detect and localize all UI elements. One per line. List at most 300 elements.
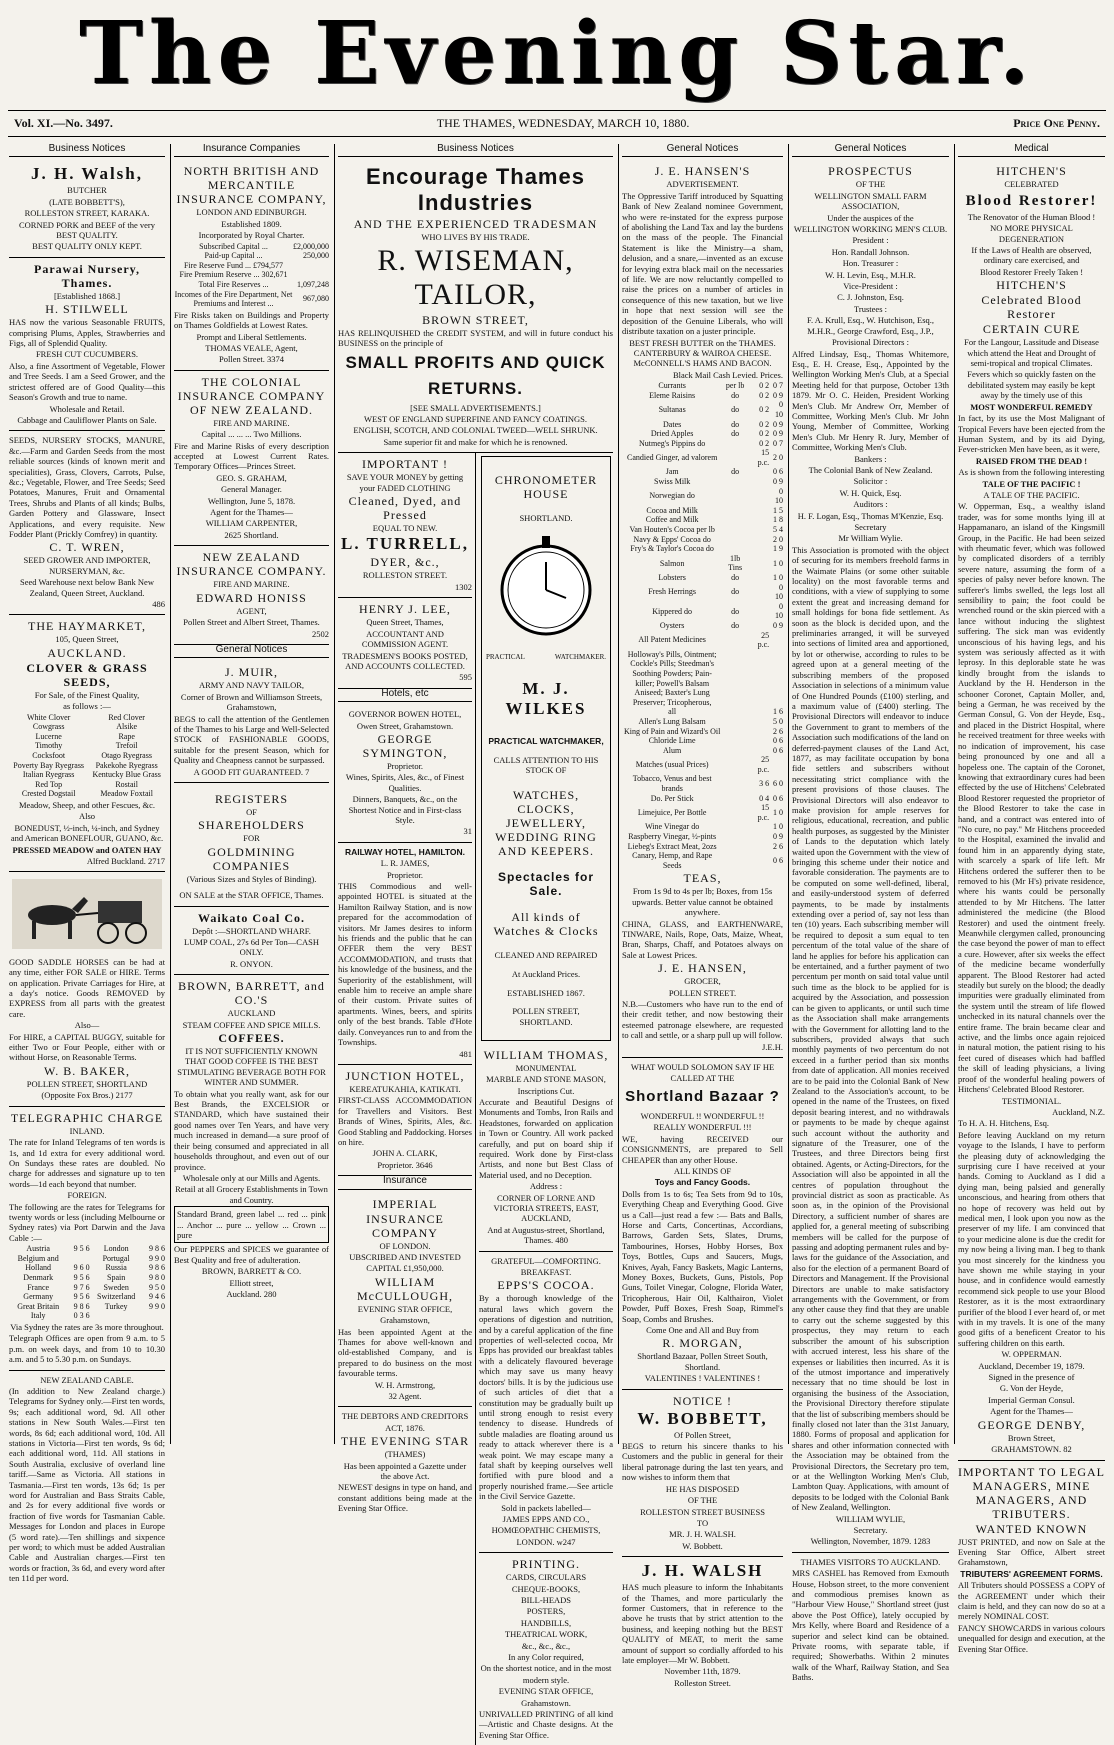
table-cell: 0 2 [759, 381, 770, 391]
ad-body: CHINA, GLASS, and EARTHENWARE, TINWARE, Nails, Rope, Oats, Maize, Wheat, Bran, Sharps, Chaff, and Potatoes always on Sale at Lowest Prices. [622, 918, 783, 960]
price: Price One Penny. [1013, 115, 1100, 130]
newspaper-title: The Evening Star. [78, 3, 1036, 104]
ad-tributers [958, 1461, 1105, 1659]
ad-text: AUCKLAND [227, 1008, 276, 1019]
table-cell: Sweden [103, 1282, 129, 1292]
ad-text: Fevers which so quickly fasten on the debilitated system may easily be kept away by the timely use of this [967, 369, 1096, 401]
sub-column-left [338, 453, 476, 1745]
table-row [9, 789, 165, 799]
ad-title: NOTICE ! [673, 1393, 732, 1408]
ad-title: WHAT WOULD SOLOMON SAY IF HE CALLED AT THE [630, 1062, 775, 1083]
ad-text: Auditors : [853, 499, 888, 510]
table-row [622, 822, 783, 832]
table-cell [748, 669, 769, 679]
table-cell: 9 8 0 [149, 1272, 165, 1282]
table-cell: 0 6 [773, 467, 783, 477]
table-cell: Dried Apples [650, 429, 694, 439]
ad-title: RAILWAY HOTEL, HAMILTON. [344, 846, 466, 857]
table-row [622, 755, 783, 774]
ad-nz-cable [9, 1371, 165, 1589]
table-cell [722, 525, 748, 535]
ad-body: Our PEPPERS and SPICES we guarantee of Best Quality and free of adulteration. [174, 1244, 329, 1265]
ad-number: 480 [555, 1235, 568, 1246]
table-cell [722, 506, 748, 516]
ad-text: H. F. Logan, Esq., Thomas M'Kenzie, Esq. [797, 510, 944, 521]
masthead [0, 0, 1114, 108]
ad-text: OF [246, 806, 257, 817]
ad-text: President : [852, 235, 889, 246]
ad-text: as follows :— [63, 701, 111, 712]
table-cell: Limejuice, Per Bottle [637, 808, 707, 818]
table-cell: Salmon [659, 558, 685, 568]
ad-heading: IMPORTANT ! [361, 457, 449, 472]
table-cell: Rape [118, 731, 135, 741]
ad-text: Black Mail Cash Levied. Prices. [672, 369, 783, 380]
table-cell: 0 10 [775, 486, 783, 506]
ad-text: AND THE EXPERIENCED TRADESMAN [353, 217, 598, 232]
ad-body: Fire Risks taken on Buildings and Property on Thames Goldfields at Lowest Rates. [174, 309, 329, 331]
table-row [174, 280, 329, 290]
table-cell: 0 7 [773, 438, 783, 448]
table-row [622, 535, 783, 545]
table-cell: Timothy [35, 741, 63, 751]
table-cell: 9 8 6 [149, 1244, 165, 1254]
table-cell: Eleme Raisins [649, 390, 696, 400]
ad-body: Before leaving Auckland on my return voyage to the Islands, I have to perform the pleasing duty of acknowledging the surprising cure I have received at your hands. Coming to Auckland as I did a dying man, being palsied and generally unconscious, and hearing from others that no hope of recovery was held out by medical men, I look upon you now as the preserver of my life. I am convinced that to your medicine alone is due the credit for my now being a living man. I beg to thank you most sincerely for the kindness you have shown me while staying in your house, and in confidence would earnestly recommend sick people to use your Blood Restorer, as it is the most extraordinary purifier of the blood I ever heard of, or met with in my travels. It is one of the many good gifts of a beneficent Creator to his suffering children on this earth. [958, 1129, 1105, 1348]
table-cell [748, 506, 769, 516]
table-cell: Belgium and [17, 1253, 59, 1263]
table-cell [90, 1311, 143, 1321]
table-row [622, 583, 783, 602]
column-1 [6, 143, 168, 1584]
ad-text: Wholesale and Retail. [49, 403, 125, 414]
ad-body: N.B.—Customers who have run to the end of their credit tether, and now bestowing their esteemed patronage elsewhere, are requested to call and settle, or a sharp pull up will follow. [622, 999, 783, 1041]
table-cell: 25 p.c. [757, 630, 770, 650]
table-cell: 9 8 6 [73, 1301, 90, 1311]
table-cell: Otago Ryegrass [101, 751, 152, 760]
table-cell: 0 9 [773, 477, 783, 487]
ad-text: BEST QUALITY ONLY KEPT. [32, 241, 142, 252]
ad-body: The following are the rates for Telegrams for twenty words or less (including Melbourne or Sydney rates) via Port Darwin and the Java Cable :— [9, 1201, 165, 1243]
table-cell: Fire Premium Reserve ... 302,671 [179, 270, 288, 280]
table-cell [722, 515, 748, 525]
ad-text: ESTABLISHED 1867. [507, 987, 585, 998]
table-cell: Italy [30, 1311, 46, 1321]
table-cell: Alsike [116, 722, 138, 732]
ad-number: 280 [263, 1288, 277, 1299]
table-cell: Rostail [115, 779, 138, 789]
table-cell: do [731, 573, 740, 582]
ad-number: 31 [463, 826, 472, 837]
table-cell: 0 6 [773, 745, 783, 755]
table-cell [748, 535, 769, 545]
ad-haymarket [9, 615, 165, 872]
price-list-table [622, 381, 783, 870]
table-cell: 2 6 [773, 841, 783, 851]
ad-text: For Sale, of the Finest Quality, [34, 689, 140, 700]
table-cell [748, 525, 769, 535]
ad-body: The rate for Inland Telegrams of ten words is 1s, and 1d extra for every additional word. On Sundays these rates are doubled. No charge for addresses and signature up to ten words—1d each beyond that number. [9, 1137, 165, 1189]
table-row [9, 1311, 165, 1321]
table-row [622, 707, 783, 717]
ad-text: Agent for the Thames— [990, 1406, 1073, 1417]
ad-number: 7 [305, 766, 310, 777]
table-row [622, 679, 783, 689]
table-row [622, 659, 783, 669]
ad-printing [479, 1553, 613, 1745]
table-cell [769, 631, 783, 650]
ad-text: ROLLESTON STREET. [362, 570, 448, 581]
table-row [622, 573, 783, 583]
table-cell: 1lb Tins [728, 553, 743, 573]
ad-text: IT IS NOT SUFFICIENTLY KNOWN THAT GOOD COFFEE IS THE BEST STIMULATING BEVERAGE BOTH FOR WINTER AND SUMMER. [177, 1046, 326, 1088]
ad-name: WILLIAM McCULLOUGH, [357, 1274, 453, 1303]
ad-number: 82 [1063, 1444, 1072, 1455]
table-cell: Meadow Foxtail [100, 789, 153, 799]
ad-name: WILLIAM CARPENTER, [205, 518, 298, 529]
ad-body: This Association is promoted with the object of securing for its members freehold farms in the Waimate Plains (or some other suitable locality) on the most favorable terms and conditions, with a view of supplying to some extent the great and increasing demand for small holdings for bona fide settlement. As soon as the block is decided upon, and the preliminaries arranged, it will be surveyed into sections of limited area and apportioned, by lot or otherwise, according to rules to be agreed upon at a general meeting of the subscribing members of the proposed Association in selections of a minimum value of One Hundred Pounds (£100) sterling, and a maximum value of (£400) sterling. The Provisional Directors will endeavor to induce the Government to grant to members of the Association such modifications of the land on deferred-payment clauses of the Land Act, 1877, as may facilitate occupation by bona fide settlers and subscribers without necessitating strict compliance with the present provisions of those clauses. The Provisional Directors will also endeavor to make provision for ample reserves for religious, educational, recreation, and public health purposes, as suggested by the Minister of Lands to the deputation which lately waited upon the Government with the view of bringing this scheme under their notice and favorable consideration. The payments are to be computed on some well-defined, liberal, and easily-understood system of deferred payments, to be made by instalments extending over a period of, say not less than ten (10) years. Each subscribing member will be required to deposit a sum equal to ten percentum of the total value of the share of land he applies for before his application can be entertained, and a further payment of two percentum per month on said total value until such time as the block to be applied for is acquired by the Association, and possession can be given to applicants, or until such time as the Association shall make arrangements with the Government for allotting land to the subscribers, provided always that such monthly payments of two percentum do not exceed in a further period than six months from date of application. All monies received are to be paid into the Colonial Bank of New Zealand to the Association's account, to be opened in the name of the Trustees, on fixed deposit bearing interest, and no withdrawals or payments to be made by cheque against such account without the authority and signature of the Treasurer, one of the Trustees, and three Directors being first obtained. Agents, or Acting-Directors, for the Association will also be appointed in all the centres of population throughout the provincial district as soon as practicable. As soon as, in the opinion of the Provisional Directory, a sufficient number of shares are applied for, a general meeting of subscribing members will be called for the purpose of passing and adopting permanent rules and by-laws for the guidance of the Association, and also for the election of a permanent Board of Directors and Management. If the Provisional Directors are unable to make satisfactory arrangements with the Government, or from any other cause they find that they are unable to carry out the scheme suggested by this prospectus, they may return to each subscriber the amount of his subscription with accrued interest, less his share of the expenses or liabilities then incurred. As it is of the utmost importance and imperatively necessary that no time should be lost in organising the business of the Association, the Provisional Directory therefore stipulate that the list of subscribing members should be finally closed not later than the 31st January, 1880. Forms of proposal and application for shares and other information connected with the Association may be obtained from the Provisional Directors, the Secretary pro tem, or at the Wellington Working Men's Club, Lambton Quay. Applications, with amount of deposits to be lodged with the Colonial Bank of New Zealand, Wellington. [792, 544, 949, 1513]
table-row [622, 506, 783, 516]
table-cell: 0 10 [775, 601, 783, 621]
ad-text: SHORTLAND. [519, 513, 573, 524]
table-row [9, 1254, 165, 1264]
table-cell: Cocksfoot [32, 751, 66, 760]
ad-title: THE COLONIAL INSURANCE COMPANY OF NEW ZEALAND. [177, 374, 326, 417]
ad-nz-insurance [174, 546, 329, 645]
table-row [622, 746, 783, 756]
ad-text: Proprietor. [386, 760, 424, 771]
ad-title: J. E. HANSEN'S [654, 164, 751, 179]
ad-heading: TEAS, [683, 871, 722, 886]
table-cell [722, 679, 748, 689]
column-3 [334, 143, 616, 1740]
ad-body: HAS much pleasure to inform the Inhabitants of the Thames, and more particularly the former Customers, that in reference to the above he trusts that by strict attention to the business, and keeping nothing but the BEST QUALITY of MEAT, to merit the same amount of support so cordially afforded to his late employer—Mr W. Bobbett. [622, 1582, 783, 1665]
table-cell: Matches (usual Prices) [635, 760, 709, 770]
ad-text: Wholesale only at our Mills and Agents. [182, 1172, 321, 1183]
table-cell [748, 736, 769, 746]
ad-text: Depôt :—SHORTLAND WHARF. [192, 925, 311, 936]
table-cell: Kippered do [652, 606, 693, 616]
column-header: Business Notices [9, 144, 165, 157]
ad-name: R. WISEMAN, TAILOR, [377, 243, 574, 311]
ad-baker-horses [9, 872, 165, 1106]
ad-text: BONEDUST, ½-inch, ¼-inch, and Sydney and American BONEFLOUR, GUANO, &c. [10, 822, 164, 844]
table-cell: £2,000,000 [293, 241, 329, 251]
ad-text: All kinds of Watches & Clocks [493, 909, 599, 938]
table-row [622, 554, 783, 573]
ad-text: JAMES EPPS AND CO., [502, 1513, 590, 1524]
ad-text: W. H. Armstrong, [374, 1379, 436, 1390]
table-cell: 9 5 6 [73, 1244, 90, 1254]
ad-parawai-nursery [9, 258, 165, 431]
table-cell: Chloride Lime [648, 736, 696, 746]
ad-body: Dolls from 1s to 6s; Tea Sets from 9d to 10s, Everything Cheap and Everything Good. Give us a Call—just read a few :— Bats and Balls, Horse and Carts, Concertinas, Accordians, Barrows, Garden Sets, Slates, Drums, Tambourines, Horses, Hobby Horses, Box Toys, Bottles, Cups and Saucers, Mugs, Knives, Ayah, Fancy Baskets, Magic Lanterns, Money Boxes, Buckets, Guns, Pistols, Pop Guns, Toilet Vinegar, Cologne, Florida Water, Tricopherous, Hair Oil, Kalthairon, Violet Powder, Puff Boxes, Fresh Soap, Rimmel's Soap, Combs and Brushes. [622, 1188, 783, 1324]
ad-text: Has been appointed a Gazette under the above Act. [343, 1460, 467, 1482]
ad-text: And at Augustus-street, Shortland, Thames. [487, 1224, 605, 1246]
ad-text: Incorporated by Royal Charter. [198, 230, 305, 241]
ad-text: ACCOUNTANT AND COMMISSION AGENT. [361, 628, 449, 650]
table-cell: do [731, 467, 740, 477]
ad-number: 2177 [115, 1090, 133, 1101]
ad-number: 595 [459, 672, 472, 683]
ad-text: BREAKFAST. [520, 1267, 572, 1278]
table-cell [722, 717, 748, 727]
ad-text: C. J. Johnston, Esq. [837, 292, 904, 303]
ad-title: Parawai Nursery, Thames. [34, 261, 140, 290]
table-row [622, 774, 783, 793]
ad-body: (In addition to New Zealand charge.) Telegrams for Sydney only.—First ten words, 9s; each additional word, 9d. All other stations in New South Wales.—First ten words, 8s 6d; each additional word, 10d. All stations in Victoria—First ten words, 9s 6d; each additional word, 11d. All stations in South Australia, exclusive of overland line tariff.—Same as Victoria. All stations in Tasmania.—First ten words, 13s 6d; 1s per word for Australian and Bass Straits Cable, and 2s for every additional five words or fraction of five words for Tasmanian Cable. Messages for London and places in Europe (5 word rate).—Ten shillings and sixpence per word; to which must be added Australian Cable and Australian charges.—First ten words or fraction, 3s 6d, and every word after ten 11d per word. [9, 1385, 165, 1584]
ad-heading: RAISED FROM THE DEAD ! [975, 455, 1088, 466]
table-cell: killer; Powell's Balsam [635, 678, 710, 688]
table-row [9, 1244, 165, 1254]
ad-name: GEORGE SYMINGTON, [362, 731, 448, 760]
ad-text: LUMP COAL, 27s 6d Per Ton—CASH ONLY. [184, 937, 319, 958]
table-cell: Lucerne [35, 731, 62, 741]
table-row [9, 770, 165, 780]
ad-text: A TALE OF THE PACIFIC. [983, 489, 1080, 500]
table-cell: 0 10 [775, 582, 783, 602]
table-cell: do [731, 587, 740, 597]
table-cell: 0 7 [773, 381, 783, 391]
ad-sign: J.E.H. [761, 1041, 783, 1052]
table-cell: Dates [663, 419, 682, 429]
ad-name: H. STILWELL [45, 302, 129, 317]
ad-text: BEST FRESH BUTTER on the THAMES. CANTERBURY & WAIROA CHEESE. McCONNELL'S HAMS AND BACON. [629, 337, 776, 369]
ad-text: Address : [529, 1181, 563, 1192]
table-cell [748, 487, 769, 506]
table-cell: Denmark [23, 1272, 54, 1282]
table-cell [748, 554, 769, 573]
table-cell: 1,097,248 [297, 280, 329, 289]
table-cell: Alum [663, 745, 682, 755]
ad-text: Provisional Directors : [832, 337, 909, 348]
ad-text: Shortland. [243, 529, 279, 540]
table-cell [722, 822, 748, 832]
column-header: Business Notices [338, 144, 613, 157]
ad-name: J. H. WALSH [641, 1561, 764, 1581]
table-cell: Nutmeg's Pippins do [638, 438, 706, 448]
table-cell [722, 707, 748, 717]
ad-text: F. A. Krull, Esq., W. Hutchison, Esq., M.H.R., George Crawford, Esq., J.P., [806, 315, 935, 336]
column-header: General Notices [622, 144, 783, 157]
table-cell [143, 1311, 165, 1321]
ad-heading: CLOVER & GRASS SEEDS, [26, 660, 148, 689]
table-cell: 9 4 6 [149, 1292, 165, 1302]
ad-text: DYER, &c., [370, 555, 440, 570]
table-cell: Trefoil [115, 741, 138, 751]
column-header: General Notices [174, 645, 329, 658]
ad-body: THIS Commodious and well-appointed HOTEL is situated at the Hamilton Railway Station, and is now prepared for the accommodation of visitors. Mr James desires to inform his friends and the public that he can OFFER them the very BEST ACCOMMODATION, and trusts that his knowledge of the business, and the Superiority of the establishment, will enable him to receive an ample share of their custom. Private suites of apartments. Wines, beers, and spirits only of the best brands. Table d'Hote daily. Conveyances run to and from the Townships. [338, 881, 472, 1048]
ad-name: BROWN, BARRETT, and CO.'S [178, 979, 325, 1008]
table-cell: 5 0 [773, 716, 783, 726]
table-cell [722, 688, 748, 698]
table-cell: do [731, 620, 740, 630]
table-cell [722, 448, 748, 467]
table-cell: 9 9 0 [149, 1253, 165, 1263]
table-cell [748, 822, 769, 832]
ad-text: SEED GROWER AND IMPORTER, NURSERYMAN, &c. [23, 555, 151, 576]
ad-text: Vice-President : [843, 281, 898, 292]
ad-title: PROSPECTUS [828, 164, 913, 179]
table-cell [722, 698, 748, 708]
table-cell: Van Houten's Cocoa per lb [629, 525, 715, 535]
ad-text: WONDERFUL !! WONDERFUL !! [640, 1110, 765, 1121]
watch-illustration [486, 532, 606, 642]
table-row [9, 1273, 165, 1283]
ad-text: To H. A. H. Hitchens, Esq. [958, 1118, 1050, 1129]
ad-text: Under the auspices of the [827, 212, 914, 223]
table-cell [748, 851, 769, 870]
ad-slogan: SMALL PROFITS AND QUICK RETURNS. [345, 352, 606, 398]
table-cell: Red Top [35, 779, 63, 789]
table-cell: do [731, 419, 740, 429]
ad-text: ENGLISH, SCOTCH, AND COLONIAL TWEED—WELL SHRUNK. [353, 425, 598, 436]
table-cell: Incomes of the Fire Department, Net Premiums and Interest ... [174, 289, 293, 309]
table-cell [748, 679, 769, 689]
ad-text: ROLLESTON STREET, KARAKA. [24, 208, 150, 219]
ad-title: INSURANCE COMPANY [366, 1211, 444, 1240]
ad-text: WELLINGTON SMALL FARM ASSOCIATION, [814, 190, 927, 212]
ad-number: w247 [556, 1536, 576, 1547]
ad-title: IMPERIAL [372, 1196, 438, 1211]
table-cell [748, 602, 769, 621]
ad-text: Wellington, November, 1879. [810, 1536, 912, 1547]
ad-text: BUTCHER [67, 185, 107, 196]
ad-text: Shortland Bazaar, Pollen Street South, Shortland. [637, 1351, 768, 1372]
table-cell: Austria [26, 1244, 50, 1254]
table-cell: 2 0 [773, 453, 783, 463]
ad-text: Via Sydney the rates are 3s more throughout. [10, 1321, 164, 1332]
table-cell: Kentucky Blue Grass [92, 770, 161, 780]
ad-text: Grahamstown, [380, 1315, 430, 1326]
printing-item: THEATRICAL WORK, [504, 1629, 588, 1640]
table-cell: Navy & Epps' Cocoa do [633, 534, 711, 544]
ad-text: AGENT, [236, 605, 267, 616]
ad-title: SHAREHOLDERS [198, 818, 305, 833]
table-cell: Jam [665, 467, 679, 477]
table-cell [722, 669, 748, 679]
table-cell: Paid-up Capital ... [204, 251, 263, 261]
ad-body: Fire and Marine Risks of every description accepted at Lowest Current Rates. Temporary Offices—Princes Street. [174, 440, 329, 472]
ad-north-british-insurance [174, 160, 329, 370]
table-row [622, 631, 783, 650]
ad-text: Hon. Treasurer : [842, 258, 899, 269]
ad-text: WATCHMAKER. [554, 652, 606, 661]
table-cell: 9 7 6 [73, 1282, 90, 1292]
ad-body: Also, a fine Assortment of Vegetable, Flower and Tree Seeds. I am a Seed Grower, and the strictest offered are of Good Quality—this Season's Growth and true to name. [9, 360, 165, 403]
table-cell [748, 583, 769, 602]
table-cell: per lb [725, 381, 745, 391]
table-cell [748, 650, 769, 660]
table-cell: Preserver; Tricopherous, [632, 697, 712, 707]
ad-title: THAMES VISITORS TO AUCKLAND. [800, 1556, 941, 1567]
ad-text: EVENING STAR OFFICE, [498, 1686, 594, 1697]
ad-text: Prompt and Liberal Settlements. [196, 331, 307, 342]
table-cell [769, 659, 783, 669]
table-cell: 0 6 [773, 793, 783, 803]
ad-text: POLLEN STREET, SHORTLAND [26, 1078, 148, 1089]
ad-text: Wines, Spirits, Ales, &c., of Finest Qualities. [345, 772, 465, 793]
table-row [622, 736, 783, 746]
ad-name: C. T. WREN, [49, 540, 125, 555]
ad-text: Capital ... ... ... Two Millions. [201, 429, 302, 440]
table-cell [722, 544, 748, 554]
table-cell [769, 650, 783, 660]
table-cell: do [731, 429, 740, 439]
ad-text: PRACTICAL [486, 652, 525, 661]
ad-name: GEORGE DENBY, [977, 1417, 1086, 1432]
ad-title: TELEGRAPHIC CHARGE [10, 1110, 164, 1125]
table-cell [722, 774, 748, 793]
table-row [622, 698, 783, 708]
table-cell: Canary, Hemp, and Rape Seeds [632, 851, 713, 870]
ad-number: 32 [388, 1391, 397, 1402]
table-cell: 0 9 [773, 419, 783, 429]
table-cell: Swiss Milk [654, 477, 691, 487]
table-row [9, 751, 165, 761]
ad-name: M. J. WILKES [505, 678, 587, 718]
table-row [9, 761, 165, 771]
table-cell: 15 p.c. [757, 448, 770, 467]
ad-waikato-coal [174, 907, 329, 976]
table-cell [769, 688, 783, 698]
ad-text: Brown Street, [1007, 1432, 1056, 1443]
ad-name: R. ONYON. [230, 958, 273, 969]
table-cell: Lobsters [658, 573, 686, 582]
ad-text: Corner of Brown and Williamson Streets, Grahamstown, [180, 691, 323, 713]
table-row [9, 1302, 165, 1312]
ad-text: Cabbage and Cauliflower Plants on Sale. [17, 414, 157, 425]
table-cell [748, 746, 769, 756]
table-cell: Coffee and Milk [645, 515, 699, 525]
ad-text: The Renovator of the Human Blood ! [967, 211, 1096, 222]
ad-text: (THAMES) [384, 1449, 426, 1460]
ad-body: To obtain what you really want, ask for our Best Brands, the EXCELSIOR or STANDARD, which have sustained their good names over Ten Years, and have very much increased in demand—a sure proof of their being consumed and appreciated in all households throughout, and even out of our province. [174, 1088, 329, 1172]
table-cell [748, 621, 769, 631]
table-cell: Total Fire Reserves ... [198, 280, 269, 289]
ad-text: November 11th, 1879. [664, 1666, 741, 1677]
printing-item: modern style. [522, 1674, 570, 1685]
ad-body: HAS now the various Seasonable FRUITS, comprising Plums, Apples, Strawberries and Figs, all of Splendid Quality. [9, 317, 165, 349]
place-date: THE THAMES, WEDNESDAY, MARCH 10, 1880. [436, 115, 690, 130]
ad-number: 1283 [913, 1536, 931, 1547]
table-cell [748, 727, 769, 737]
table-cell: King of Pain and Wizard's Oil [624, 726, 721, 736]
ad-body: BEGS to return his sincere thanks to his Customers and the public in general for their liberal patronage during the last ten years, and now wishes to inform them that [622, 1441, 783, 1483]
table-cell: Norwegian do [649, 491, 695, 501]
table-cell [722, 727, 748, 737]
table-cell: London [103, 1244, 129, 1254]
ad-name: Shortland Bazaar ? [625, 1087, 780, 1105]
ad-text: Seed Warehouse next below Bank New Zealand, Queen Street, Auckland. [20, 577, 154, 598]
ad-bobbett-notice [622, 1390, 783, 1557]
ad-text: FIRE AND MARINE. [213, 579, 290, 590]
ad-title: NEW ZEALAND CABLE. [40, 1374, 134, 1385]
ad-text: MONUMENTAL [515, 1062, 577, 1073]
ad-text: CORNER OF LORNE AND VICTORIA STREETS, EAST, AUCKLAND, [493, 1192, 599, 1224]
table-cell: Currants [658, 381, 686, 391]
table-cell: Oysters [659, 620, 685, 630]
table-cell [722, 650, 748, 660]
table-cell [722, 842, 748, 852]
ad-text: KEREATUKAHIA, KATIKATI. [349, 1083, 461, 1094]
table-cell: Switzerland [97, 1292, 136, 1302]
ad-text: Agent for the Thames— [210, 507, 293, 518]
table-cell: Do. Per Stick [650, 793, 694, 803]
ad-title: Waikato Coal Co. [197, 910, 305, 925]
ad-muir-tailor [174, 661, 329, 783]
table-row [622, 717, 783, 727]
